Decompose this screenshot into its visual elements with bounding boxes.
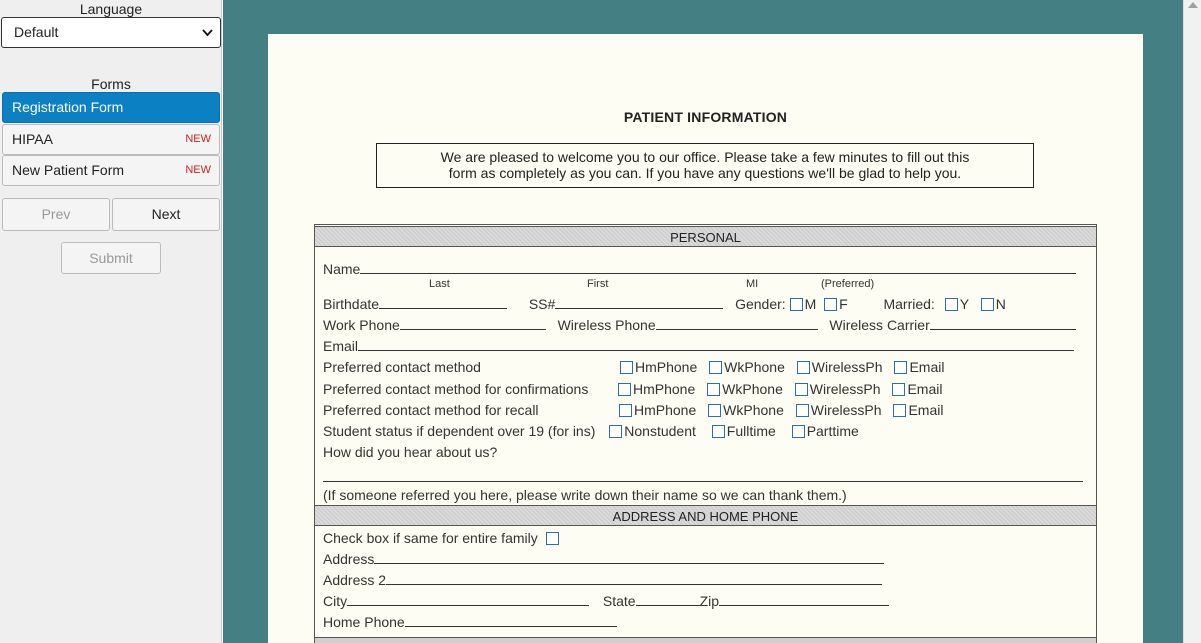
phone-row bbox=[323, 316, 1076, 334]
married-y-checkbox[interactable] bbox=[945, 298, 958, 311]
address2-label: Address 2 bbox=[323, 572, 387, 588]
fulltime-label: Fulltime bbox=[726, 423, 776, 439]
same-family-label: Check box if same for entire family bbox=[323, 530, 538, 546]
contact-wk-label: WkPhone bbox=[724, 359, 785, 375]
confirm-email-label: Email bbox=[907, 381, 943, 397]
home-phone-field[interactable] bbox=[405, 615, 617, 627]
confirm-hm-label: HmPhone bbox=[633, 381, 696, 397]
recall-hm-checkbox[interactable] bbox=[619, 404, 632, 417]
scrollbar[interactable] bbox=[1183, 0, 1201, 643]
wireless-phone-field[interactable] bbox=[656, 318, 818, 330]
fulltime-checkbox[interactable] bbox=[712, 425, 725, 438]
work-phone-field[interactable] bbox=[400, 318, 546, 330]
gender-f-checkbox[interactable] bbox=[824, 298, 837, 311]
work-phone-label: Work Phone bbox=[323, 317, 400, 333]
welcome-line-2: form as completely as you can. If you have any questions we'll be glad to help you. bbox=[448, 165, 962, 181]
state-field[interactable] bbox=[636, 594, 700, 606]
wireless-carrier-field[interactable] bbox=[930, 318, 1076, 330]
hear-about-field[interactable] bbox=[323, 470, 1083, 482]
same-family-checkbox[interactable] bbox=[546, 532, 559, 545]
confirm-wireless-label: WirelessPh bbox=[809, 381, 881, 397]
confirm-method-options bbox=[618, 380, 942, 398]
parttime-label: Parttime bbox=[806, 423, 859, 439]
contact-wk-checkbox[interactable] bbox=[709, 361, 722, 374]
gender-m-checkbox[interactable] bbox=[790, 298, 803, 311]
home-phone-label: Home Phone bbox=[323, 614, 405, 630]
city-label: City bbox=[323, 593, 348, 609]
contact-hm-label: HmPhone bbox=[635, 359, 698, 375]
forms-heading: Forms bbox=[91, 76, 131, 92]
address-label: Address bbox=[323, 551, 375, 567]
email-row bbox=[323, 337, 1074, 355]
name-sub-last: Last bbox=[429, 278, 450, 290]
address2-row bbox=[323, 571, 882, 589]
student-status-label: Student status if dependent over 19 (for ins) bbox=[323, 423, 596, 439]
contact-email-checkbox[interactable] bbox=[894, 361, 907, 374]
hear-about-row bbox=[323, 468, 1083, 486]
nonstudent-checkbox[interactable] bbox=[609, 425, 622, 438]
recall-wk-label: WkPhone bbox=[723, 402, 784, 418]
recall-method-options bbox=[619, 401, 943, 419]
married-label: Married: bbox=[883, 296, 935, 312]
contact-wireless-checkbox[interactable] bbox=[797, 361, 810, 374]
language-select[interactable] bbox=[1, 17, 221, 48]
birthdate-field[interactable] bbox=[379, 297, 507, 309]
contact-hm-checkbox[interactable] bbox=[620, 361, 633, 374]
chevron-down-icon bbox=[202, 27, 213, 38]
confirm-method-label: Preferred contact method for confirmations bbox=[323, 381, 589, 397]
recall-hm-label: HmPhone bbox=[634, 402, 697, 418]
welcome-box bbox=[376, 143, 1034, 188]
same-family-row bbox=[323, 529, 561, 547]
contact-method-label: Preferred contact method bbox=[323, 359, 481, 375]
nonstudent-label: Nonstudent bbox=[624, 423, 696, 439]
name-sub-mi: MI bbox=[746, 278, 759, 290]
hear-about-label: How did you hear about us? bbox=[323, 444, 498, 460]
recall-method-label: Preferred contact method for recall bbox=[323, 402, 539, 418]
contact-wireless-label: WirelessPh bbox=[811, 359, 883, 375]
ss-field[interactable] bbox=[555, 297, 723, 309]
contact-email-label: Email bbox=[909, 359, 945, 375]
submit-button[interactable]: Submit bbox=[61, 242, 161, 274]
ss-label: SS# bbox=[528, 296, 556, 312]
page-title: PATIENT INFORMATION bbox=[623, 109, 788, 125]
form-item-label: New Patient Form bbox=[12, 162, 125, 178]
language-heading: Language bbox=[79, 1, 143, 17]
form-item-label: HIPAA bbox=[12, 131, 53, 147]
next-button[interactable]: Next bbox=[112, 198, 220, 231]
birthdate-row bbox=[323, 295, 1006, 313]
recall-email-checkbox[interactable] bbox=[893, 404, 906, 417]
married-n-checkbox[interactable] bbox=[981, 298, 994, 311]
referral-note: (If someone referred you here, please write down their name so we can thank them.) bbox=[323, 487, 847, 503]
form-item-label: Registration Form bbox=[12, 99, 124, 115]
name-sub-first: First bbox=[587, 278, 609, 290]
confirm-wk-label: WkPhone bbox=[722, 381, 783, 397]
confirm-email-checkbox[interactable] bbox=[892, 383, 905, 396]
married-y-label: Y bbox=[959, 296, 969, 312]
prev-button[interactable]: Prev bbox=[2, 198, 110, 231]
recall-wireless-label: WirelessPh bbox=[810, 402, 882, 418]
married-n-label: N bbox=[995, 296, 1006, 312]
email-label: Email bbox=[323, 338, 359, 354]
new-badge: NEW bbox=[185, 133, 211, 145]
state-label: State bbox=[602, 593, 636, 609]
section-address-header: ADDRESS AND HOME PHONE bbox=[315, 505, 1096, 526]
form-item-hipaa[interactable] bbox=[2, 124, 220, 155]
address-field[interactable] bbox=[374, 552, 884, 564]
name-sub-preferred: (Preferred) bbox=[821, 278, 875, 290]
name-row bbox=[323, 260, 1076, 278]
contact-method-options bbox=[620, 358, 944, 376]
zip-field[interactable] bbox=[719, 594, 889, 606]
parttime-checkbox[interactable] bbox=[792, 425, 805, 438]
city-field[interactable] bbox=[347, 594, 589, 606]
recall-wireless-checkbox[interactable] bbox=[796, 404, 809, 417]
scroll-up-arrow-icon[interactable] bbox=[1188, 2, 1198, 8]
address-row bbox=[323, 550, 884, 568]
zip-label: Zip bbox=[699, 593, 720, 609]
address2-field[interactable] bbox=[386, 573, 882, 585]
language-selected-value: Default bbox=[14, 24, 59, 40]
confirm-hm-checkbox[interactable] bbox=[618, 383, 631, 396]
section-personal-header: PERSONAL bbox=[315, 226, 1096, 247]
new-badge: NEW bbox=[185, 164, 211, 176]
gender-label: Gender: bbox=[735, 296, 786, 312]
recall-wk-checkbox[interactable] bbox=[708, 404, 721, 417]
home-phone-row bbox=[323, 613, 617, 631]
city-state-zip-row bbox=[323, 592, 889, 610]
sidebar bbox=[0, 0, 222, 643]
student-status-row bbox=[323, 422, 859, 440]
gender-m-label: M bbox=[804, 296, 817, 312]
section-next-header bbox=[315, 637, 1096, 643]
name-label: Name bbox=[323, 261, 361, 277]
gender-f-label: F bbox=[839, 296, 848, 312]
wireless-carrier-label: Wireless Carrier bbox=[829, 317, 930, 333]
birthdate-label: Birthdate bbox=[323, 296, 380, 312]
welcome-line-1: We are pleased to welcome you to our office. Please take a few minutes to fill out this bbox=[440, 149, 970, 165]
confirm-wireless-checkbox[interactable] bbox=[795, 383, 808, 396]
name-field[interactable] bbox=[360, 262, 1076, 274]
form-item-new-patient[interactable] bbox=[2, 155, 220, 186]
recall-email-label: Email bbox=[908, 402, 944, 418]
confirm-wk-checkbox[interactable] bbox=[707, 383, 720, 396]
wireless-phone-label: Wireless Phone bbox=[557, 317, 656, 333]
email-field[interactable] bbox=[358, 339, 1074, 351]
